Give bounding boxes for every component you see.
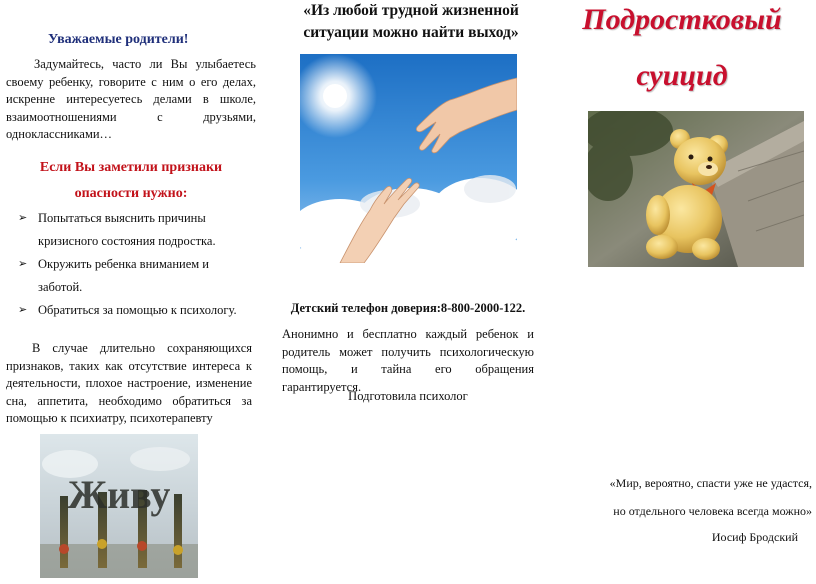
arrow-bullet-icon: ➢ [18,258,28,270]
list-item-line1: Обратиться за помощью к психологу. [38,303,237,317]
zhivu-window-photo [40,434,198,578]
zhivu-image-text: Живу [67,472,171,517]
brodsky-quote-line1: «Мир, вероятно, спасти уже не удастся, [609,476,812,490]
list-item-line2: кризисного состояния подростка. [38,234,216,248]
hope-quote: «Из любой трудной жизненной ситуации можно найти выход» [303,2,519,41]
arrow-bullet-icon: ➢ [18,304,28,316]
list-item [18,207,258,253]
anonymous-help-text: Анонимно и бесплатно каждый ребенок и родитель может получить психологическую помощь, и тайна его обращения гарантируется. [282,327,534,394]
teddy-bear-photo [588,111,804,267]
list-item [18,253,258,299]
list-item-line1: Попытаться выяснить причины [38,211,206,225]
list-item-line2: заботой. [38,280,83,294]
prepared-by: Подготовила психолог [348,389,468,403]
list-item-line1: Окружить ребенка вниманием и [38,257,209,271]
warning-paragraph: В случае длительно сохраняющихся признаков, таких как отсутствие интереса к деятельности, плохое настроение, изменение сна, аппетита, необходимо обратиться за помощью к психиатру, психотерапевту [6,341,252,425]
signs-heading-line2: опасности нужно: [74,186,188,201]
brodsky-quote-line2: но отдельного человека всегда можно» [613,504,812,518]
action-list [18,207,258,322]
brochure-title-line1: Подростковый [582,3,782,36]
left-panel [0,0,262,584]
intro-paragraph: Задумайтесь, часто ли Вы улыбаетесь своему ребенку, говорите с ним о его делах, искренне интересуетесь делами в школе, взаимоотношениями с друзьями, одноклассниками… [6,57,256,141]
signs-heading-line1: Если Вы заметили признаки [39,160,223,175]
middle-panel [272,0,544,584]
brochure-title-line2: суицид [636,59,728,92]
reaching-hands-photo [300,54,517,263]
list-item [18,299,258,322]
right-panel [548,0,816,584]
helpline-phone: Детский телефон доверия:8-800-2000-122. [290,301,526,315]
arrow-bullet-icon: ➢ [18,212,28,224]
greeting-heading: Уважаемые родители! [48,32,189,47]
quote-author: Иосиф Бродский [711,530,798,544]
